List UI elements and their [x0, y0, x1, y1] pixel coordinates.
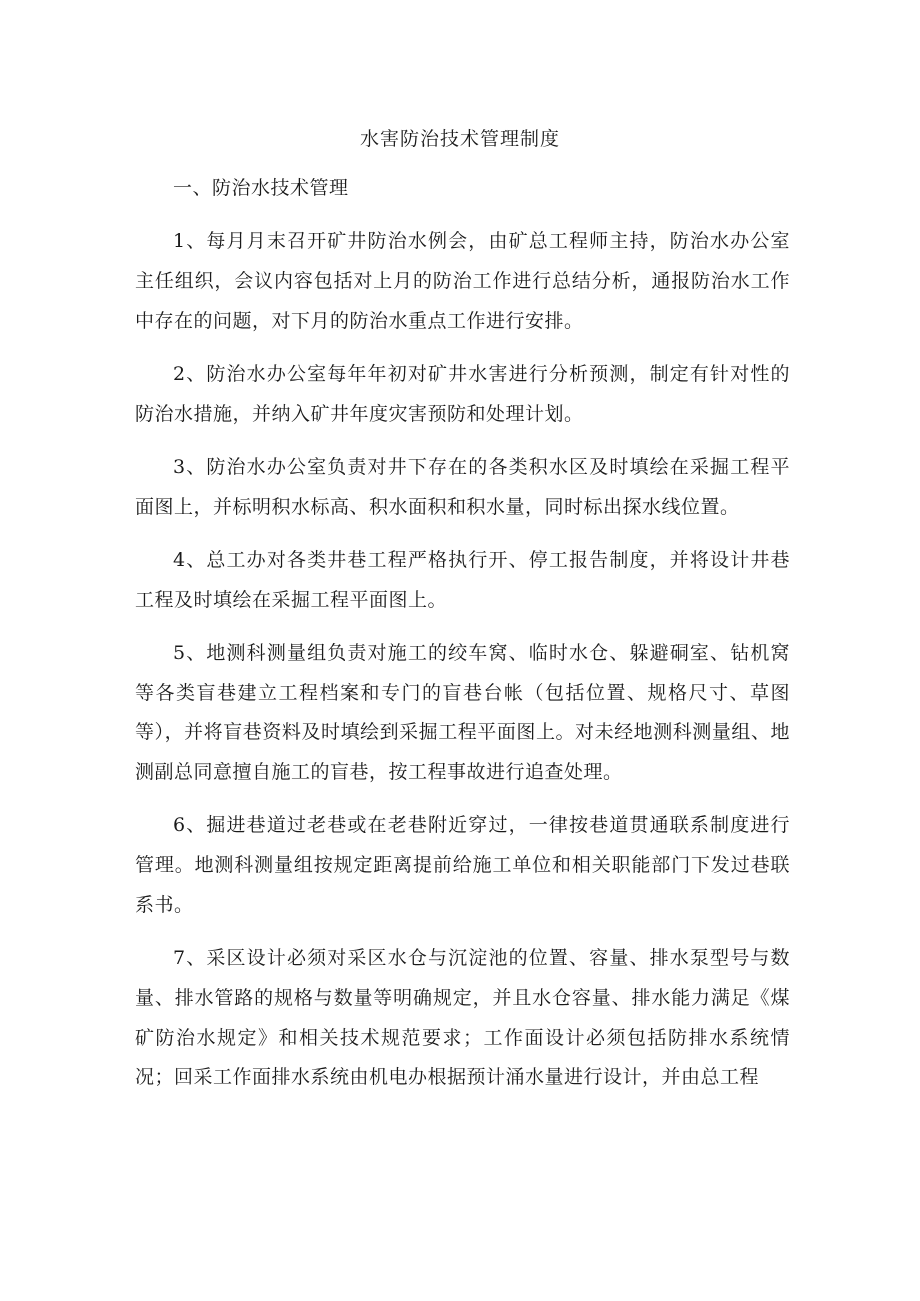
paragraph-6: 6、掘进巷道过老巷或在老巷附近穿过，一律按巷道贯通联系制度进行管理。地测科测量组按规定距离提前给施工单位和相关职能部门下发过巷联系书。 [135, 814, 790, 916]
document-body [135, 169, 790, 1112]
paragraph-4: 4、总工办对各类井巷工程严格执行开、停工报告制度，并将设计井巷工程及时填绘在采掘工程平面图上。 [135, 549, 790, 611]
document-title: 水害防治技术管理制度 [359, 128, 560, 150]
paragraph-5: 5、地测科测量组负责对施工的绞车窝、临时水仓、躲避硐室、钻机窝等各类盲巷建立工程档案和专门的盲巷台帐（包括位置、规格尺寸、草图等），并将盲巷资料及时填绘到采掘工程平面图上。对未经地测科测量组、地测副总同意擅自施工的盲巷，按工程事故进行追查处理。 [135, 642, 790, 784]
paragraph-7: 7、采区设计必须对采区水仓与沉淀池的位置、容量、排水泵型号与数量、排水管路的规格与数量等明确规定，并且水仓容量、排水能力满足《煤矿防治水规定》和相关技术规范要求；工作面设计必须包括防排水系统情况；回采工作面排水系统由机电办根据预计涌水量进行设计，并由总工程 [135, 947, 790, 1089]
paragraph-2: 2、防治水办公室每年年初对矿井水害进行分析预测，制定有针对性的防治水措施，并纳入矿井年度灾害预防和处理计划。 [135, 363, 790, 425]
section-heading: 一、防治水技术管理 [173, 177, 349, 199]
paragraph-3: 3、防治水办公室负责对井下存在的各类积水区及时填绘在采掘工程平面图上，并标明积水标高、积水面积和积水量，同时标出探水线位置。 [135, 456, 790, 518]
paragraph-1: 1、每月月末召开矿井防治水例会，由矿总工程师主持，防治水办公室主任组织，会议内容包括对上月的防治工作进行总结分析，通报防治水工作中存在的问题，对下月的防治水重点工作进行安排。 [135, 230, 790, 332]
